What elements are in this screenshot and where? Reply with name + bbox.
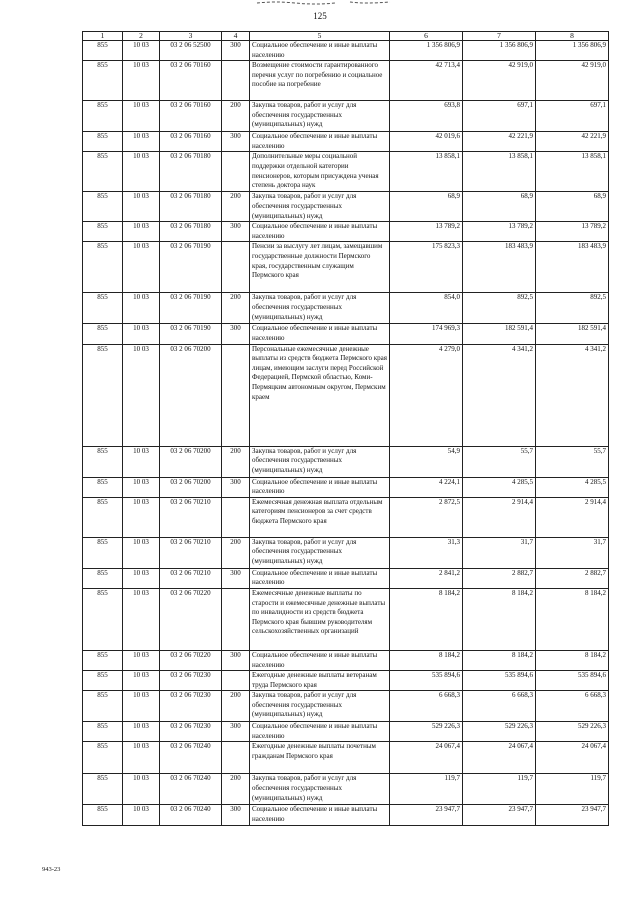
cell-admin-code: 855: [83, 61, 123, 101]
table-row: [83, 650, 609, 670]
cell-expense-type: 300: [222, 477, 250, 497]
cell-description: Социальное обеспечение и иные выплаты населению: [250, 568, 390, 588]
cell-description: Социальное обеспечение и иные выплаты населению: [250, 805, 390, 825]
cell-description: Социальное обеспечение и иные выплаты населению: [250, 477, 390, 497]
header-cell: 3: [160, 32, 222, 41]
cell-amount-year2: 182 591,4: [463, 324, 536, 344]
cell-expense-type: [222, 242, 250, 293]
cell-description: Социальное обеспечение и иные выплаты населению: [250, 41, 390, 61]
cell-admin-code: 855: [83, 722, 123, 742]
cell-amount-year1: 119,7: [390, 774, 463, 805]
cell-amount-year2: 31,7: [463, 537, 536, 568]
cell-description: Социальное обеспечение и иные выплаты населению: [250, 222, 390, 242]
cell-admin-code: 855: [83, 324, 123, 344]
cell-expense-type: 300: [222, 805, 250, 825]
cell-amount-year1: 31,3: [390, 537, 463, 568]
cell-admin-code: 855: [83, 588, 123, 650]
cell-target-article: 03 2 06 70190: [160, 242, 222, 293]
cell-description: Закупка товаров, работ и услуг для обеспечения государственных (муниципальных) нужд: [250, 293, 390, 324]
table-row: [83, 61, 609, 101]
cell-description: Закупка товаров, работ и услуг для обеспечения государственных (муниципальных) нужд: [250, 537, 390, 568]
cell-amount-year1: 2 872,5: [390, 497, 463, 537]
cell-amount-year1: 6 668,3: [390, 691, 463, 722]
cell-admin-code: 855: [83, 242, 123, 293]
cell-amount-year2: 42 221,9: [463, 132, 536, 152]
cell-target-article: 03 2 06 70230: [160, 722, 222, 742]
cell-amount-year3: 182 591,4: [536, 324, 609, 344]
cell-amount-year3: 892,5: [536, 293, 609, 324]
cell-admin-code: 855: [83, 774, 123, 805]
cell-description: Дополнительные меры социальной поддержки отдельной категории пенсионеров, которым присуждена ученая степень доктора наук: [250, 152, 390, 192]
header-cell: 2: [123, 32, 160, 41]
cell-amount-year1: 13 858,1: [390, 152, 463, 192]
cell-description: Социальное обеспечение и иные выплаты населению: [250, 650, 390, 670]
cell-expense-type: 300: [222, 41, 250, 61]
cell-amount-year3: 1 356 806,9: [536, 41, 609, 61]
cell-amount-year1: 1 356 806,9: [390, 41, 463, 61]
cell-expense-type: 300: [222, 324, 250, 344]
cell-expense-type: 300: [222, 650, 250, 670]
cell-amount-year2: 13 858,1: [463, 152, 536, 192]
cell-expense-type: 300: [222, 132, 250, 152]
cell-admin-code: 855: [83, 805, 123, 825]
cell-target-article: 03 2 06 70210: [160, 497, 222, 537]
cell-section-code: 10 03: [123, 671, 160, 691]
cell-target-article: 03 2 06 70240: [160, 774, 222, 805]
table-row: [83, 805, 609, 825]
cell-amount-year1: 854,0: [390, 293, 463, 324]
cell-amount-year3: 55,7: [536, 446, 609, 477]
cell-amount-year3: 42 221,9: [536, 132, 609, 152]
cell-target-article: 03 2 06 70200: [160, 446, 222, 477]
cell-amount-year1: 8 184,2: [390, 650, 463, 670]
cell-amount-year2: 892,5: [463, 293, 536, 324]
cell-target-article: 03 2 06 70180: [160, 152, 222, 192]
cell-amount-year3: 4 285,5: [536, 477, 609, 497]
cell-section-code: 10 03: [123, 324, 160, 344]
cell-amount-year2: 119,7: [463, 774, 536, 805]
cell-description: Ежегодные денежные выплаты почетным гражданам Пермского края: [250, 742, 390, 774]
cell-amount-year1: 54,9: [390, 446, 463, 477]
cell-amount-year3: 31,7: [536, 537, 609, 568]
cell-amount-year3: 119,7: [536, 774, 609, 805]
cell-target-article: 03 2 06 70240: [160, 805, 222, 825]
cell-amount-year3: 42 919,0: [536, 61, 609, 101]
cell-section-code: 10 03: [123, 222, 160, 242]
cell-expense-type: [222, 497, 250, 537]
cell-amount-year2: 2 914,4: [463, 497, 536, 537]
cell-target-article: 03 2 06 70200: [160, 477, 222, 497]
cell-section-code: 10 03: [123, 497, 160, 537]
cell-admin-code: 855: [83, 537, 123, 568]
table-row: [83, 446, 609, 477]
cell-amount-year2: 24 067,4: [463, 742, 536, 774]
table-row: [83, 477, 609, 497]
table-row: [83, 222, 609, 242]
cell-section-code: 10 03: [123, 192, 160, 222]
cell-section-code: 10 03: [123, 293, 160, 324]
cell-amount-year3: 697,1: [536, 101, 609, 132]
cell-expense-type: 200: [222, 293, 250, 324]
cell-expense-type: 200: [222, 101, 250, 132]
header-cell: 7: [463, 32, 536, 41]
table-row: [83, 152, 609, 192]
cell-admin-code: 855: [83, 650, 123, 670]
cell-section-code: 10 03: [123, 41, 160, 61]
cell-section-code: 10 03: [123, 537, 160, 568]
cell-section-code: 10 03: [123, 722, 160, 742]
cell-amount-year1: 693,8: [390, 101, 463, 132]
cell-amount-year2: 6 668,3: [463, 691, 536, 722]
cell-amount-year1: 535 894,6: [390, 671, 463, 691]
cell-expense-type: 300: [222, 722, 250, 742]
cell-amount-year3: 2 882,7: [536, 568, 609, 588]
cell-amount-year2: 2 882,7: [463, 568, 536, 588]
cell-description: Социальное обеспечение и иные выплаты населению: [250, 722, 390, 742]
header-cell: 8: [536, 32, 609, 41]
cell-target-article: 03 2 06 70200: [160, 344, 222, 446]
cell-target-article: 03 2 06 70220: [160, 650, 222, 670]
table-row: [83, 242, 609, 293]
cell-amount-year3: 8 184,2: [536, 588, 609, 650]
cell-admin-code: 855: [83, 497, 123, 537]
cell-admin-code: 855: [83, 344, 123, 446]
cell-amount-year1: 68,9: [390, 192, 463, 222]
cell-target-article: 03 2 06 70210: [160, 537, 222, 568]
cell-expense-type: [222, 152, 250, 192]
cell-amount-year1: 42 713,4: [390, 61, 463, 101]
table-row: [83, 41, 609, 61]
cell-expense-type: [222, 671, 250, 691]
cell-section-code: 10 03: [123, 650, 160, 670]
cell-amount-year3: 8 184,2: [536, 650, 609, 670]
cell-target-article: 03 2 06 70190: [160, 293, 222, 324]
cell-description: Закупка товаров, работ и услуг для обеспечения государственных (муниципальных) нужд: [250, 774, 390, 805]
cell-description: Возмещение стоимости гарантированного перечня услуг по погребению и социальное пособие на погребение: [250, 61, 390, 101]
page-number: 125: [313, 11, 327, 21]
header-cell: 4: [222, 32, 250, 41]
cell-description: Социальное обеспечение и иные выплаты населению: [250, 132, 390, 152]
cell-amount-year2: 42 919,0: [463, 61, 536, 101]
cell-target-article: 03 2 06 70220: [160, 588, 222, 650]
cell-amount-year2: 13 789,2: [463, 222, 536, 242]
cell-expense-type: [222, 61, 250, 101]
cell-amount-year3: 4 341,2: [536, 344, 609, 446]
cell-admin-code: 855: [83, 101, 123, 132]
table-row: [83, 497, 609, 537]
table-row: [83, 324, 609, 344]
cell-target-article: 03 2 06 70160: [160, 61, 222, 101]
cell-amount-year1: 2 841,2: [390, 568, 463, 588]
cell-amount-year2: 8 184,2: [463, 650, 536, 670]
cell-admin-code: 855: [83, 132, 123, 152]
cell-expense-type: 200: [222, 446, 250, 477]
cell-section-code: 10 03: [123, 805, 160, 825]
table-row: [83, 344, 609, 446]
cell-amount-year3: 6 668,3: [536, 691, 609, 722]
cell-expense-type: 200: [222, 537, 250, 568]
cell-admin-code: 855: [83, 192, 123, 222]
cell-amount-year2: 68,9: [463, 192, 536, 222]
cell-description: Ежемесячная денежная выплата отдельным категориям пенсионеров за счет средств бюджета Пермского края: [250, 497, 390, 537]
cell-amount-year1: 4 279,0: [390, 344, 463, 446]
cell-amount-year3: 13 789,2: [536, 222, 609, 242]
cell-amount-year3: 68,9: [536, 192, 609, 222]
cell-section-code: 10 03: [123, 101, 160, 132]
cell-amount-year3: 529 226,3: [536, 722, 609, 742]
cell-amount-year2: 23 947,7: [463, 805, 536, 825]
table-row: [83, 568, 609, 588]
budget-table: [82, 31, 609, 826]
cell-amount-year1: 24 067,4: [390, 742, 463, 774]
cell-section-code: 10 03: [123, 152, 160, 192]
table-row: [83, 101, 609, 132]
table-row: [83, 588, 609, 650]
table-row: [83, 774, 609, 805]
cell-section-code: 10 03: [123, 344, 160, 446]
cell-section-code: 10 03: [123, 588, 160, 650]
cell-expense-type: 300: [222, 568, 250, 588]
cell-description: Пенсии за выслугу лет лицам, замещавшим государственные должности Пермского края, государственным служащим Пермского края: [250, 242, 390, 293]
cell-amount-year3: 23 947,7: [536, 805, 609, 825]
table-row: [83, 691, 609, 722]
cell-target-article: 03 2 06 70230: [160, 691, 222, 722]
header-cell: 5: [250, 32, 390, 41]
cell-section-code: 10 03: [123, 242, 160, 293]
cell-amount-year3: 183 483,9: [536, 242, 609, 293]
cell-amount-year1: 23 947,7: [390, 805, 463, 825]
cell-description: Закупка товаров, работ и услуг для обеспечения государственных (муниципальных) нужд: [250, 192, 390, 222]
cell-amount-year1: 529 226,3: [390, 722, 463, 742]
cell-description: Ежегодные денежные выплаты ветеранам труда Пермского края: [250, 671, 390, 691]
cell-amount-year2: 183 483,9: [463, 242, 536, 293]
cell-admin-code: 855: [83, 691, 123, 722]
cell-expense-type: 200: [222, 774, 250, 805]
cell-description: Закупка товаров, работ и услуг для обеспечения государственных (муниципальных) нужд: [250, 446, 390, 477]
cell-section-code: 10 03: [123, 691, 160, 722]
cell-target-article: 03 2 06 70160: [160, 132, 222, 152]
cell-amount-year2: 4 285,5: [463, 477, 536, 497]
cell-section-code: 10 03: [123, 446, 160, 477]
cell-description: Персональные ежемесячные денежные выплаты из средств бюджета Пермского края лицам, имеющим заслуги перед Российской Федерацией, Пермской областью, Коми-Пермяцким автономным округом, Пермским краем: [250, 344, 390, 446]
cell-amount-year2: 697,1: [463, 101, 536, 132]
cell-amount-year2: 535 894,6: [463, 671, 536, 691]
cell-target-article: 03 2 06 70180: [160, 222, 222, 242]
header-cell: 6: [390, 32, 463, 41]
cell-section-code: 10 03: [123, 742, 160, 774]
header-row: [83, 32, 609, 41]
cell-amount-year3: 535 894,6: [536, 671, 609, 691]
cell-expense-type: [222, 588, 250, 650]
cell-amount-year2: 8 184,2: [463, 588, 536, 650]
cell-amount-year1: 175 823,3: [390, 242, 463, 293]
cell-target-article: 03 2 06 70240: [160, 742, 222, 774]
cell-admin-code: 855: [83, 222, 123, 242]
cell-expense-type: 200: [222, 691, 250, 722]
cell-admin-code: 855: [83, 742, 123, 774]
cell-amount-year1: 4 224,1: [390, 477, 463, 497]
cell-expense-type: [222, 742, 250, 774]
cell-admin-code: 855: [83, 293, 123, 324]
cell-admin-code: 855: [83, 671, 123, 691]
cell-amount-year2: 1 356 806,9: [463, 41, 536, 61]
table-row: [83, 537, 609, 568]
cell-target-article: 03 2 06 70190: [160, 324, 222, 344]
table-row: [83, 722, 609, 742]
cell-expense-type: 200: [222, 192, 250, 222]
cell-description: Закупка товаров, работ и услуг для обеспечения государственных (муниципальных) нужд: [250, 691, 390, 722]
cell-section-code: 10 03: [123, 477, 160, 497]
cell-admin-code: 855: [83, 568, 123, 588]
scan-artifact: [255, 0, 395, 5]
cell-amount-year1: 13 789,2: [390, 222, 463, 242]
cell-expense-type: 300: [222, 222, 250, 242]
table-row: [83, 293, 609, 324]
cell-amount-year1: 8 184,2: [390, 588, 463, 650]
cell-expense-type: [222, 344, 250, 446]
cell-description: Социальное обеспечение и иные выплаты населению: [250, 324, 390, 344]
cell-admin-code: 855: [83, 446, 123, 477]
cell-amount-year3: 2 914,4: [536, 497, 609, 537]
table-row: [83, 192, 609, 222]
cell-target-article: 03 2 06 70160: [160, 101, 222, 132]
cell-amount-year1: 42 019,6: [390, 132, 463, 152]
cell-target-article: 03 2 06 70180: [160, 192, 222, 222]
cell-amount-year2: 4 341,2: [463, 344, 536, 446]
cell-target-article: 03 2 06 70210: [160, 568, 222, 588]
cell-admin-code: 855: [83, 41, 123, 61]
cell-amount-year2: 529 226,3: [463, 722, 536, 742]
cell-section-code: 10 03: [123, 774, 160, 805]
cell-amount-year2: 55,7: [463, 446, 536, 477]
cell-amount-year1: 174 969,3: [390, 324, 463, 344]
cell-section-code: 10 03: [123, 61, 160, 101]
cell-target-article: 03 2 06 70230: [160, 671, 222, 691]
footer-code: 943-23: [42, 866, 61, 873]
cell-section-code: 10 03: [123, 132, 160, 152]
cell-target-article: 03 2 06 52500: [160, 41, 222, 61]
table-row: [83, 132, 609, 152]
table-row: [83, 742, 609, 774]
cell-description: Ежемесячные денежные выплаты по старости и ежемесячные денежные выплаты по инвалидности из средств бюджета Пермского края бывшим руководителям сельскохозяйственных организаций: [250, 588, 390, 650]
cell-description: Закупка товаров, работ и услуг для обеспечения государственных (муниципальных) нужд: [250, 101, 390, 132]
cell-amount-year3: 24 067,4: [536, 742, 609, 774]
cell-admin-code: 855: [83, 152, 123, 192]
cell-amount-year3: 13 858,1: [536, 152, 609, 192]
cell-section-code: 10 03: [123, 568, 160, 588]
cell-admin-code: 855: [83, 477, 123, 497]
table-row: [83, 671, 609, 691]
header-cell: 1: [83, 32, 123, 41]
